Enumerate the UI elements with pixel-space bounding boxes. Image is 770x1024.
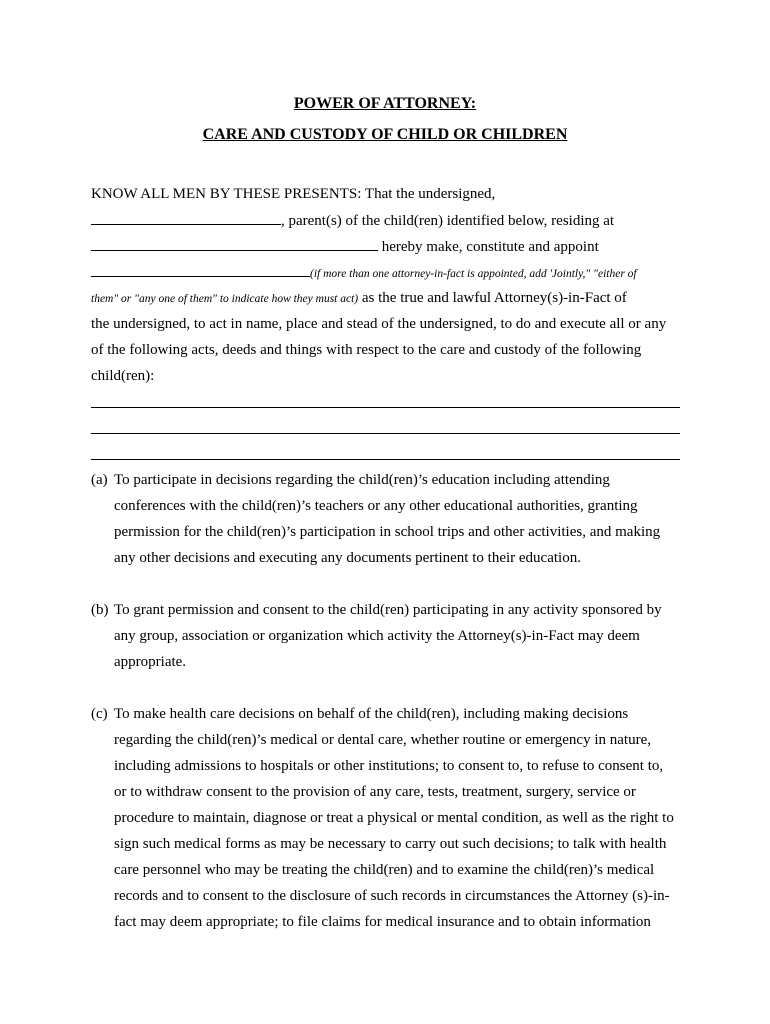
item-a-line: To participate in decisions regarding the child(ren)’s education including attending	[114, 472, 610, 488]
item-c-label: (c)	[91, 706, 108, 722]
children-blank-line-3[interactable]	[91, 459, 680, 460]
document-title: POWER OF ATTORNEY:	[293, 95, 477, 112]
intro-line-5	[91, 289, 627, 308]
attorney-note: (if more than one attorney-in-fact is appointed, add 'Jointly," "either of	[310, 268, 637, 280]
item-c-line: records and to consent to the disclosure of such records in circumstances the Attorney (s)-in-	[114, 888, 670, 904]
intro-line-1: KNOW ALL MEN BY THESE PRESENTS: That the undersigned,	[91, 186, 496, 202]
item-a-line: conferences with the child(ren)’s teachers or any other educational authorities, granting	[114, 498, 638, 514]
item-b-line: To grant permission and consent to the child(ren) participating in any activity sponsored by	[114, 602, 662, 618]
intro-line-3-text: hereby make, constitute and appoint	[378, 239, 599, 255]
item-b-label: (b)	[91, 602, 109, 618]
item-a-line: any other decisions and executing any documents pertinent to their education.	[114, 550, 581, 566]
intro-line-4	[91, 263, 637, 283]
item-a-line: permission for the child(ren)’s participation in school trips and other activities, and making	[114, 524, 661, 540]
intro-line-8: child(ren):	[91, 368, 155, 384]
item-c-line: including admissions to hospitals or other institutions; to consent to, to refuse to consent to,	[114, 758, 664, 774]
item-c-line: sign such medical forms as may be necessary to carry out such decisions; to talk with health	[114, 836, 667, 852]
item-c-line: regarding the child(ren)’s medical or dental care, whether routine or emergency in nature,	[114, 732, 651, 748]
intro-line-7: of the following acts, deeds and things with respect to the care and custody of the following	[91, 342, 642, 358]
residence-blank[interactable]	[91, 237, 378, 251]
item-c-line: procedure to maintain, diagnose or treat a physical or mental condition, as well as the right to	[114, 810, 674, 826]
intro-line-2-text: , parent(s) of the child(ren) identified below, residing at	[281, 213, 615, 229]
intro-line-2	[91, 211, 614, 230]
intro-line-5-text: as the true and lawful Attorney(s)-in-Fact of	[358, 290, 627, 306]
children-blank-line-1[interactable]	[91, 407, 680, 408]
parent-name-blank[interactable]	[91, 211, 281, 225]
intro-line-3	[91, 237, 599, 256]
item-a-label: (a)	[91, 472, 108, 488]
item-c-line: or to withdraw consent to the provision of any care, tests, treatment, surgery, service or	[114, 784, 636, 800]
item-c-line: care personnel who may be treating the child(ren) and to examine the child(ren)’s medical	[114, 862, 655, 878]
item-c-line: fact may deem appropriate; to file claims for medical insurance and to obtain information	[114, 914, 651, 930]
item-c-line: To make health care decisions on behalf of the child(ren), including making decisions	[114, 706, 629, 722]
attorney-name-blank[interactable]	[91, 263, 310, 277]
item-b-line: any group, association or organization which activity the Attorney(s)-in-Fact may deem	[114, 628, 640, 644]
intro-line-6: the undersigned, to act in name, place and stead of the undersigned, to do and execute all or any	[91, 316, 667, 332]
children-blank-line-2[interactable]	[91, 433, 680, 434]
item-b-line: appropriate.	[114, 654, 187, 670]
attorney-note-cont: them" or "any one of them" to indicate how they must act)	[91, 293, 359, 305]
document-subtitle: CARE AND CUSTODY OF CHILD OR CHILDREN	[202, 126, 568, 143]
